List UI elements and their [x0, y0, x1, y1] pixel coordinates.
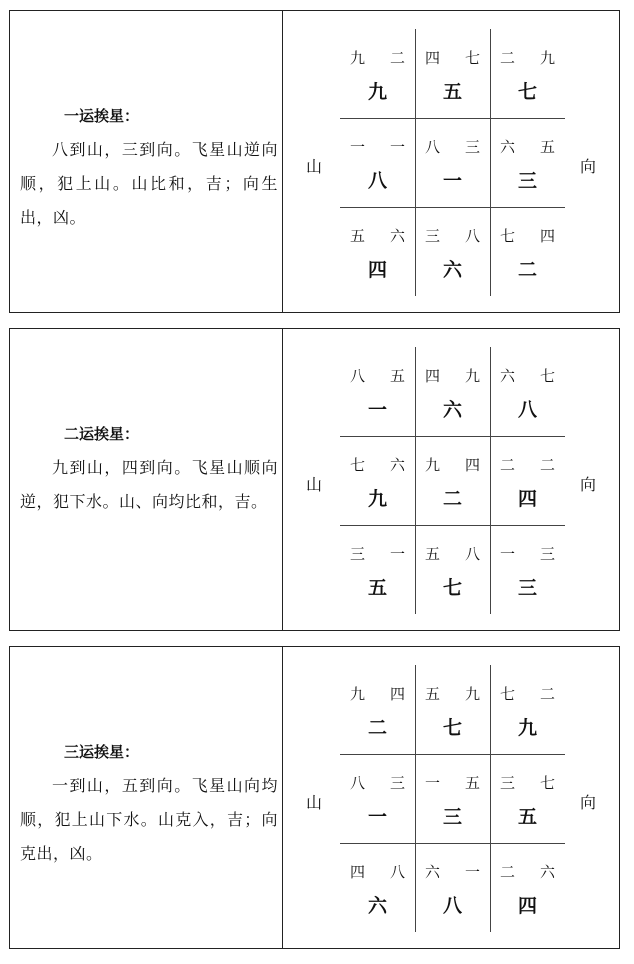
palace-cell: [490, 665, 565, 754]
palace-cell: [415, 525, 490, 614]
cell-star-pair: [490, 365, 565, 386]
palace-cell: [415, 665, 490, 754]
facing-label: 向: [580, 475, 597, 494]
cell-star-pair: [340, 861, 415, 882]
mountain-star: 七: [500, 227, 516, 245]
mountain-star: 八: [350, 367, 366, 385]
palace-cell: [340, 436, 415, 525]
mountain-star: 四: [425, 49, 441, 67]
facing-star: 八: [389, 863, 405, 881]
cell-star-pair: [490, 454, 565, 475]
mountain-star: 一: [350, 138, 366, 156]
mountain-star: 一: [500, 545, 516, 563]
mountain-star: 九: [350, 49, 366, 67]
palace-cell: [415, 843, 490, 932]
mountain-star: 五: [425, 685, 441, 703]
palace-cell: [340, 665, 415, 754]
period-star: 三: [442, 806, 462, 828]
facing-star: 二: [539, 456, 555, 474]
period-star: 二: [367, 717, 387, 739]
palace-cell: [490, 29, 565, 118]
cell-star-pair: [490, 683, 565, 704]
cell-star-pair: [490, 772, 565, 793]
cell-star-pair: [415, 543, 490, 564]
facing-star: 三: [389, 774, 405, 792]
mountain-star: 六: [500, 138, 516, 156]
period-star: 九: [367, 81, 387, 103]
period-star: 七: [517, 81, 537, 103]
period-star: 三: [517, 577, 537, 599]
mountain-star: 三: [425, 227, 441, 245]
cell-star-pair: [340, 365, 415, 386]
period-star: 九: [517, 717, 537, 739]
facing-star: 七: [539, 367, 555, 385]
palace-cell: [340, 207, 415, 296]
flying-star-grid: [340, 665, 565, 932]
cell-star-pair: [415, 136, 490, 157]
panel-title: 一运挨星：: [64, 107, 140, 125]
cell-star-pair: [415, 454, 490, 475]
period-star: 一: [367, 399, 387, 421]
mountain-star: 六: [425, 863, 441, 881]
panel-description: 九到山，四到向。飞星山顺向逆，犯下水。山、向均比和，吉。: [20, 458, 278, 511]
mountain-label: 山: [306, 475, 323, 494]
cell-star-pair: [415, 47, 490, 68]
column-divider: [282, 329, 283, 630]
period-star: 四: [367, 259, 387, 281]
period-star: 六: [367, 895, 387, 917]
period-panel-3: [9, 646, 620, 949]
period-star: 六: [442, 259, 462, 281]
palace-cell: [415, 207, 490, 296]
panel-description: 一到山，五到向。飞星山向均顺，犯上山下水。山克入，吉；向克出，凶。: [20, 776, 278, 863]
palace-cell: [340, 118, 415, 207]
period-panel-1: [9, 10, 620, 313]
period-star: 八: [442, 895, 462, 917]
cell-star-pair: [490, 225, 565, 246]
period-star: 一: [367, 806, 387, 828]
flying-star-grid: [340, 347, 565, 614]
cell-star-pair: [340, 225, 415, 246]
cell-star-pair: [415, 683, 490, 704]
mountain-star: 四: [350, 863, 366, 881]
facing-label: 向: [580, 157, 597, 176]
facing-star: 六: [539, 863, 555, 881]
facing-star: 四: [539, 227, 555, 245]
palace-cell: [415, 436, 490, 525]
cell-star-pair: [490, 543, 565, 564]
mountain-star: 二: [500, 863, 516, 881]
facing-star: 五: [464, 774, 480, 792]
palace-cell: [415, 754, 490, 843]
palace-cell: [490, 436, 565, 525]
panel-text: [20, 735, 278, 871]
period-star: 二: [517, 259, 537, 281]
column-divider: [282, 11, 283, 312]
facing-star: 五: [389, 367, 405, 385]
mountain-star: 九: [350, 685, 366, 703]
mountain-star: 五: [425, 545, 441, 563]
facing-star: 四: [389, 685, 405, 703]
mountain-star: 九: [425, 456, 441, 474]
facing-star: 三: [539, 545, 555, 563]
cell-star-pair: [490, 47, 565, 68]
palace-cell: [490, 207, 565, 296]
palace-cell: [415, 118, 490, 207]
period-star: 八: [367, 170, 387, 192]
period-star: 六: [442, 399, 462, 421]
period-star: 五: [367, 577, 387, 599]
facing-star: 三: [464, 138, 480, 156]
facing-star: 一: [464, 863, 480, 881]
panel-title: 三运挨星：: [64, 743, 140, 761]
cell-star-pair: [340, 454, 415, 475]
palace-cell: [340, 843, 415, 932]
mountain-star: 二: [500, 49, 516, 67]
panel-text: [20, 417, 278, 519]
facing-star: 二: [389, 49, 405, 67]
mountain-label: 山: [306, 793, 323, 812]
cell-star-pair: [415, 225, 490, 246]
mountain-star: 八: [425, 138, 441, 156]
mountain-star: 六: [500, 367, 516, 385]
facing-star: 八: [464, 545, 480, 563]
palace-cell: [340, 525, 415, 614]
palace-cell: [340, 29, 415, 118]
cell-star-pair: [340, 47, 415, 68]
mountain-star: 七: [500, 685, 516, 703]
facing-star: 九: [464, 367, 480, 385]
flying-star-grid: [340, 29, 565, 296]
cell-star-pair: [340, 136, 415, 157]
cell-star-pair: [340, 543, 415, 564]
cell-star-pair: [415, 861, 490, 882]
period-star: 二: [442, 488, 462, 510]
period-star: 四: [517, 488, 537, 510]
period-star: 七: [442, 717, 462, 739]
cell-star-pair: [490, 861, 565, 882]
period-star: 八: [517, 399, 537, 421]
palace-cell: [490, 754, 565, 843]
palace-cell: [415, 29, 490, 118]
panel-description: 八到山，三到向。飞星山逆向顺，犯上山。山比和，吉；向生出，凶。: [20, 140, 278, 227]
palace-cell: [490, 118, 565, 207]
facing-star: 七: [464, 49, 480, 67]
palace-cell: [490, 843, 565, 932]
facing-star: 六: [389, 456, 405, 474]
column-divider: [282, 647, 283, 948]
facing-star: 九: [539, 49, 555, 67]
facing-star: 四: [464, 456, 480, 474]
palace-cell: [490, 525, 565, 614]
period-star: 一: [442, 170, 462, 192]
period-star: 五: [442, 81, 462, 103]
period-star: 三: [517, 170, 537, 192]
mountain-star: 一: [425, 774, 441, 792]
palace-cell: [340, 754, 415, 843]
period-star: 四: [517, 895, 537, 917]
facing-label: 向: [580, 793, 597, 812]
facing-star: 一: [389, 138, 405, 156]
cell-star-pair: [415, 772, 490, 793]
panel-title: 二运挨星：: [64, 425, 140, 443]
period-panel-2: [9, 328, 620, 631]
mountain-star: 八: [350, 774, 366, 792]
mountain-star: 七: [350, 456, 366, 474]
cell-star-pair: [415, 365, 490, 386]
mountain-star: 三: [500, 774, 516, 792]
facing-star: 二: [539, 685, 555, 703]
palace-cell: [340, 347, 415, 436]
period-star: 九: [367, 488, 387, 510]
facing-star: 九: [464, 685, 480, 703]
palace-cell: [415, 347, 490, 436]
cell-star-pair: [340, 683, 415, 704]
period-star: 七: [442, 577, 462, 599]
period-star: 五: [517, 806, 537, 828]
facing-star: 七: [539, 774, 555, 792]
cell-star-pair: [490, 136, 565, 157]
cell-star-pair: [340, 772, 415, 793]
facing-star: 一: [389, 545, 405, 563]
facing-star: 八: [464, 227, 480, 245]
facing-star: 五: [539, 138, 555, 156]
facing-star: 六: [389, 227, 405, 245]
mountain-star: 五: [350, 227, 366, 245]
panel-text: [20, 99, 278, 235]
mountain-star: 二: [500, 456, 516, 474]
palace-cell: [490, 347, 565, 436]
mountain-star: 四: [425, 367, 441, 385]
mountain-label: 山: [306, 157, 323, 176]
mountain-star: 三: [350, 545, 366, 563]
